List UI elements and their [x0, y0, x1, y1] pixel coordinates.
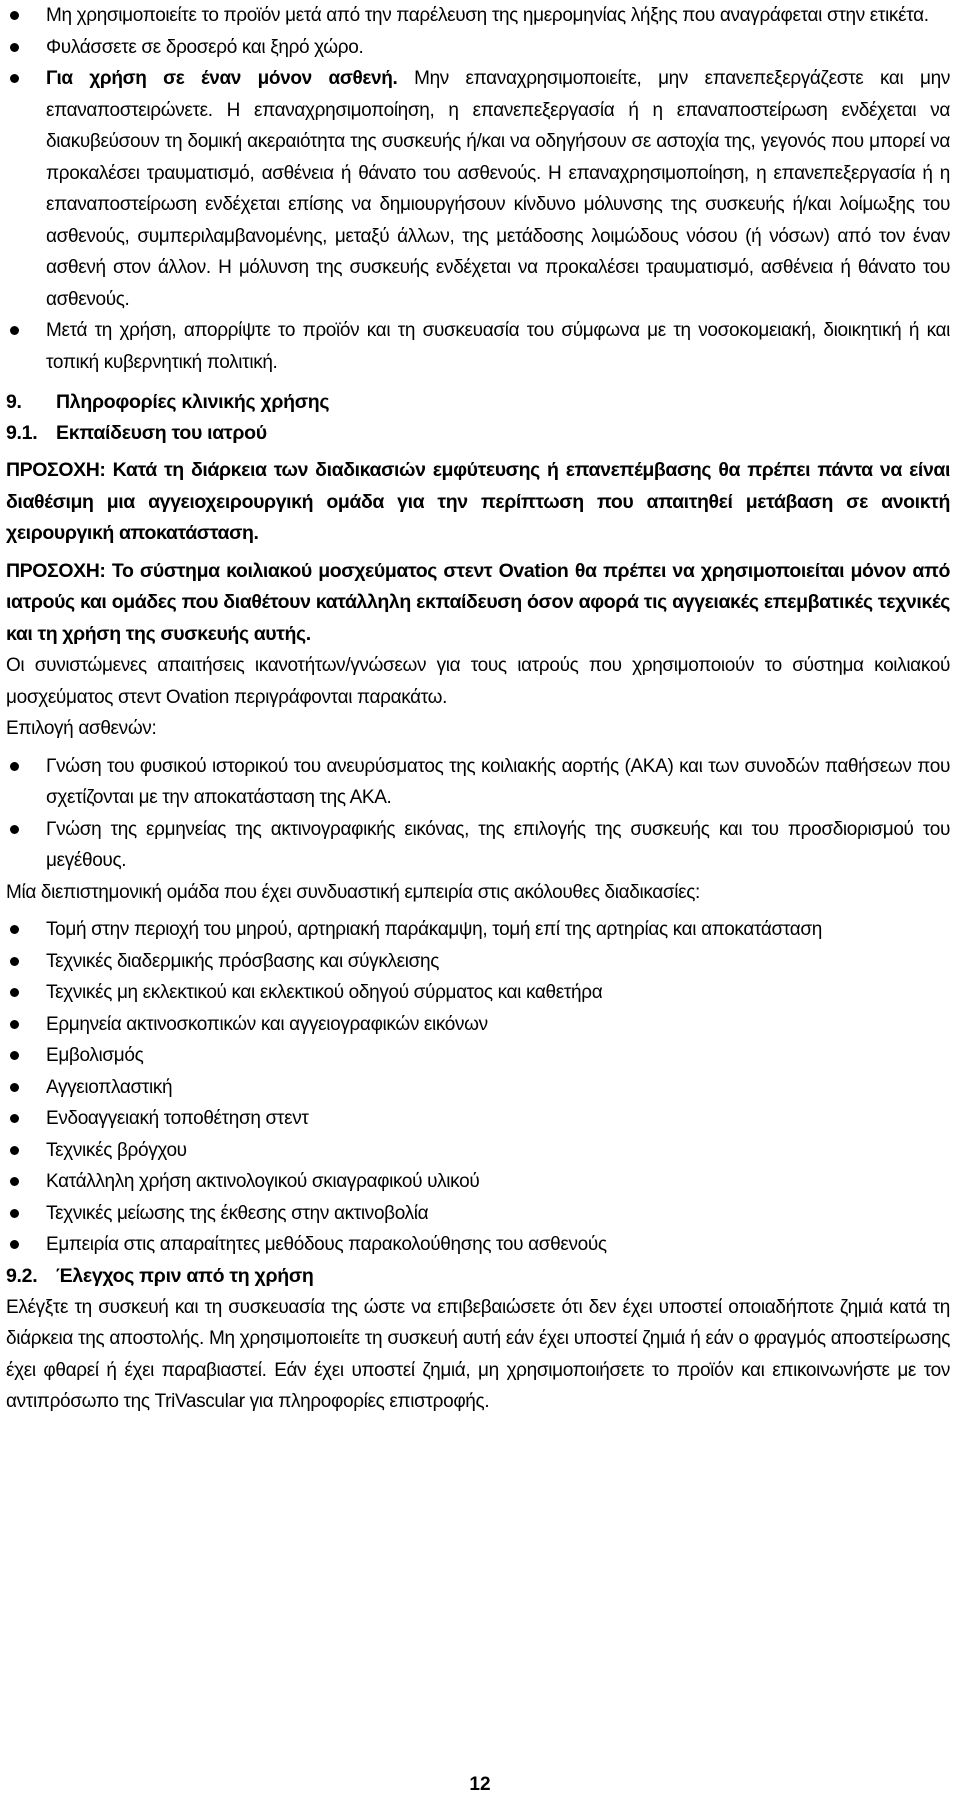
list-item-text: Φυλάσσετε σε δροσερό και ξηρό χώρο. [46, 36, 364, 58]
bullet-icon [10, 1114, 19, 1123]
section-number: 9.2. [6, 1264, 38, 1287]
list-item [6, 977, 950, 1009]
team-label: Μία διεπιστημονική ομάδα που έχει συνδυαστική εμπειρία στις ακόλουθες διαδικασίες: [6, 881, 700, 903]
caution-paragraph: ΠΡΟΣΟΧΗ: Το σύστημα κοιλιακού μοσχεύματος στεντ Ovation θα πρέπει να χρησιμοποιείται μόνον από ιατρούς και ομάδες που διαθέτουν κατάλληλη εκπαίδευση όσον αφορά τις αγγειακές επεμβατικές τεχνικές και τη χρήση της συσκευής αυτής. [6, 559, 950, 645]
document-page [6, 0, 950, 1418]
section-number: 9. [6, 391, 22, 413]
list-item [6, 0, 950, 32]
list-item [6, 315, 950, 378]
bullet-icon [10, 1051, 19, 1060]
bullet-icon [10, 1177, 19, 1186]
list-item [6, 1135, 950, 1167]
list-item-text: Μη χρησιμοποιείτε το προϊόν μετά από την παρέλευση της ημερομηνίας λήξης που αναγράφεται στην ετικέτα. [46, 5, 929, 26]
list-item-text: Εμπειρία στις απαραίτητες μεθόδους παρακολούθησης του ασθενούς [46, 1234, 607, 1255]
bullet-icon [10, 925, 19, 934]
section-title: Εκπαίδευση του ιατρού [56, 422, 267, 444]
list-item [6, 1009, 950, 1041]
bullet-icon [10, 1240, 19, 1249]
list-item-text: Κατάλληλη χρήση ακτινολογικού σκιαγραφικού υλικού [46, 1171, 480, 1192]
patient-selection-label: Επιλογή ασθενών: [6, 718, 157, 739]
bullet-icon [10, 988, 19, 997]
list-item [6, 814, 950, 877]
precautions-list [6, 0, 950, 378]
patient-selection-list [6, 751, 950, 877]
section-9-heading [6, 387, 950, 418]
list-item [6, 914, 950, 946]
list-item [6, 1198, 950, 1230]
list-item-text: Γνώση της ερμηνείας της ακτινογραφικής εικόνας, της επιλογής της συσκευής και του προσδιορισμού του μεγέθους. [46, 818, 950, 871]
bullet-icon [10, 1209, 19, 1218]
list-item [6, 751, 950, 814]
team-experience-list [6, 914, 950, 1261]
list-item [6, 63, 950, 315]
list-item [6, 1072, 950, 1104]
list-item [6, 946, 950, 978]
section-title: Έλεγχος πριν από τη χρήση [56, 1264, 314, 1287]
list-item [6, 1166, 950, 1198]
inspection-paragraph: Ελέγξτε τη συσκευή και τη συσκευασία της ώστε να επιβεβαιώσετε ότι δεν έχει υποστεί οποιαδήποτε ζημιά κατά τη διάρκεια της αποστολής. Μη χρησιμοποιείτε τη συσκευή αυτή εάν έχει υποστεί ζημιά ή εάν ο φραγμός αποστείρωσης έχει φθαρεί ή έχει παραβιαστεί. Εάν έχει υποστεί ζημιά, μη χρησιμοποιήσετε το προϊόν και επικοινωνήστε με τον αντιπρόσωπο της TriVascular για πληροφορίες επιστροφής. [6, 1296, 950, 1412]
section-number: 9.1. [6, 422, 38, 444]
list-item-text: Τεχνικές μη εκλεκτικού και εκλεκτικού οδηγού σύρματος και καθετήρα [46, 982, 603, 1003]
bullet-icon [10, 11, 19, 20]
list-item-text: Εμβολισμός [46, 1045, 144, 1066]
list-item-text: Ερμηνεία ακτινοσκοπικών και αγγειογραφικών εικόνων [46, 1013, 488, 1035]
bullet-icon [10, 1020, 19, 1029]
list-item [6, 1103, 950, 1135]
list-item-text: Γνώση του φυσικού ιστορικού του ανευρύσματος της κοιλιακής αορτής (ΑΚΑ) και των συνοδών παθήσεων που σχετίζονται με την αποκατάσταση της ΑΚΑ. [46, 755, 950, 808]
list-item-text: Τομή στην περιοχή του μηρού, αρτηριακή παράκαμψη, τομή επί της αρτηρίας και αποκατάσταση [46, 919, 822, 940]
list-item-text: Μετά τη χρήση, απορρίψτε το προϊόν και τη συσκευασία του σύμφωνα με τη νοσοκομειακή, διοικητική ή και τοπική κυβερνητική πολιτική. [46, 320, 950, 373]
caution-paragraph: ΠΡΟΣΟΧΗ: Κατά τη διάρκεια των διαδικασιών εμφύτευσης ή επανεπέμβασης θα πρέπει πάντα να είναι διαθέσιμη μια αγγειοχειρουργική ομάδα για την περίπτωση που απαιτηθεί μετάβαση σε ανοικτή χειρουργική αποκατάσταση. [6, 459, 950, 544]
list-item-text: Τεχνικές διαδερμικής πρόσβασης και σύγκλεισης [46, 950, 440, 972]
list-item-text: Μην επαναχρησιμοποιείτε, μην επανεπεξεργάζεστε και μην επαναποστειρώνετε. Η επαναχρησιμοποίηση, η επανεπεξεργασία ή η επαναποστείρωση ενδέχεται να διακυβεύσουν τη δομική ακεραιότητα της συσκευής ή/και να οδηγήσουν σε αστοχία της, γεγονός που μπορεί να προκαλέσει τραυματισμό, ασθένεια ή θάνατο του ασθενούς. Η επαναχρησιμοποίηση, η επανεπεξεργασία ή η επαναποστείρωση ενδέχεται επίσης να δημιουργήσουν κίνδυνο μόλυνσης της συσκευής ή/και λοίμωξης του ασθενούς, συμπεριλαμβανομένης, μεταξύ άλλων, της μετάδοσης λοιμώδους νόσου (ή νόσων) από τον έναν ασθενή στον άλλον. Η μόλυνση της συσκευής ενδέχεται να προκαλέσει τραυματισμό, ασθένεια ή θάνατο του ασθενούς. [46, 68, 950, 310]
bullet-icon [10, 762, 19, 771]
bullet-icon [10, 1146, 19, 1155]
single-use-emphasis: Για χρήση σε έναν μόνον ασθενή. [46, 68, 398, 89]
list-item-text: Τεχνικές βρόγχου [46, 1139, 187, 1161]
list-item [6, 1229, 950, 1261]
bullet-icon [10, 43, 19, 52]
bullet-icon [10, 957, 19, 966]
bullet-icon [10, 1083, 19, 1092]
section-9-1-heading [6, 418, 950, 449]
bullet-icon [10, 326, 19, 335]
section-9-2-heading [6, 1261, 950, 1292]
page-number: 12 [469, 1774, 491, 1795]
list-item [6, 1040, 950, 1072]
bullet-icon [10, 825, 19, 834]
list-item-text: Αγγειοπλαστική [46, 1076, 173, 1098]
intro-paragraph: Οι συνιστώμενες απαιτήσεις ικανοτήτων/γνώσεων για τους ιατρούς που χρησιμοποιούν το σύστημα κοιλιακού μοσχεύματος στεντ Ovation περιγράφονται παρακάτω. [6, 655, 950, 708]
list-item-text: Τεχνικές μείωσης της έκθεσης στην ακτινοβολία [46, 1202, 429, 1224]
bullet-icon [10, 74, 19, 83]
list-item-text: Ενδοαγγειακή τοποθέτηση στεντ [46, 1108, 309, 1129]
section-title: Πληροφορίες κλινικής χρήσης [56, 391, 330, 413]
list-item [6, 32, 950, 64]
